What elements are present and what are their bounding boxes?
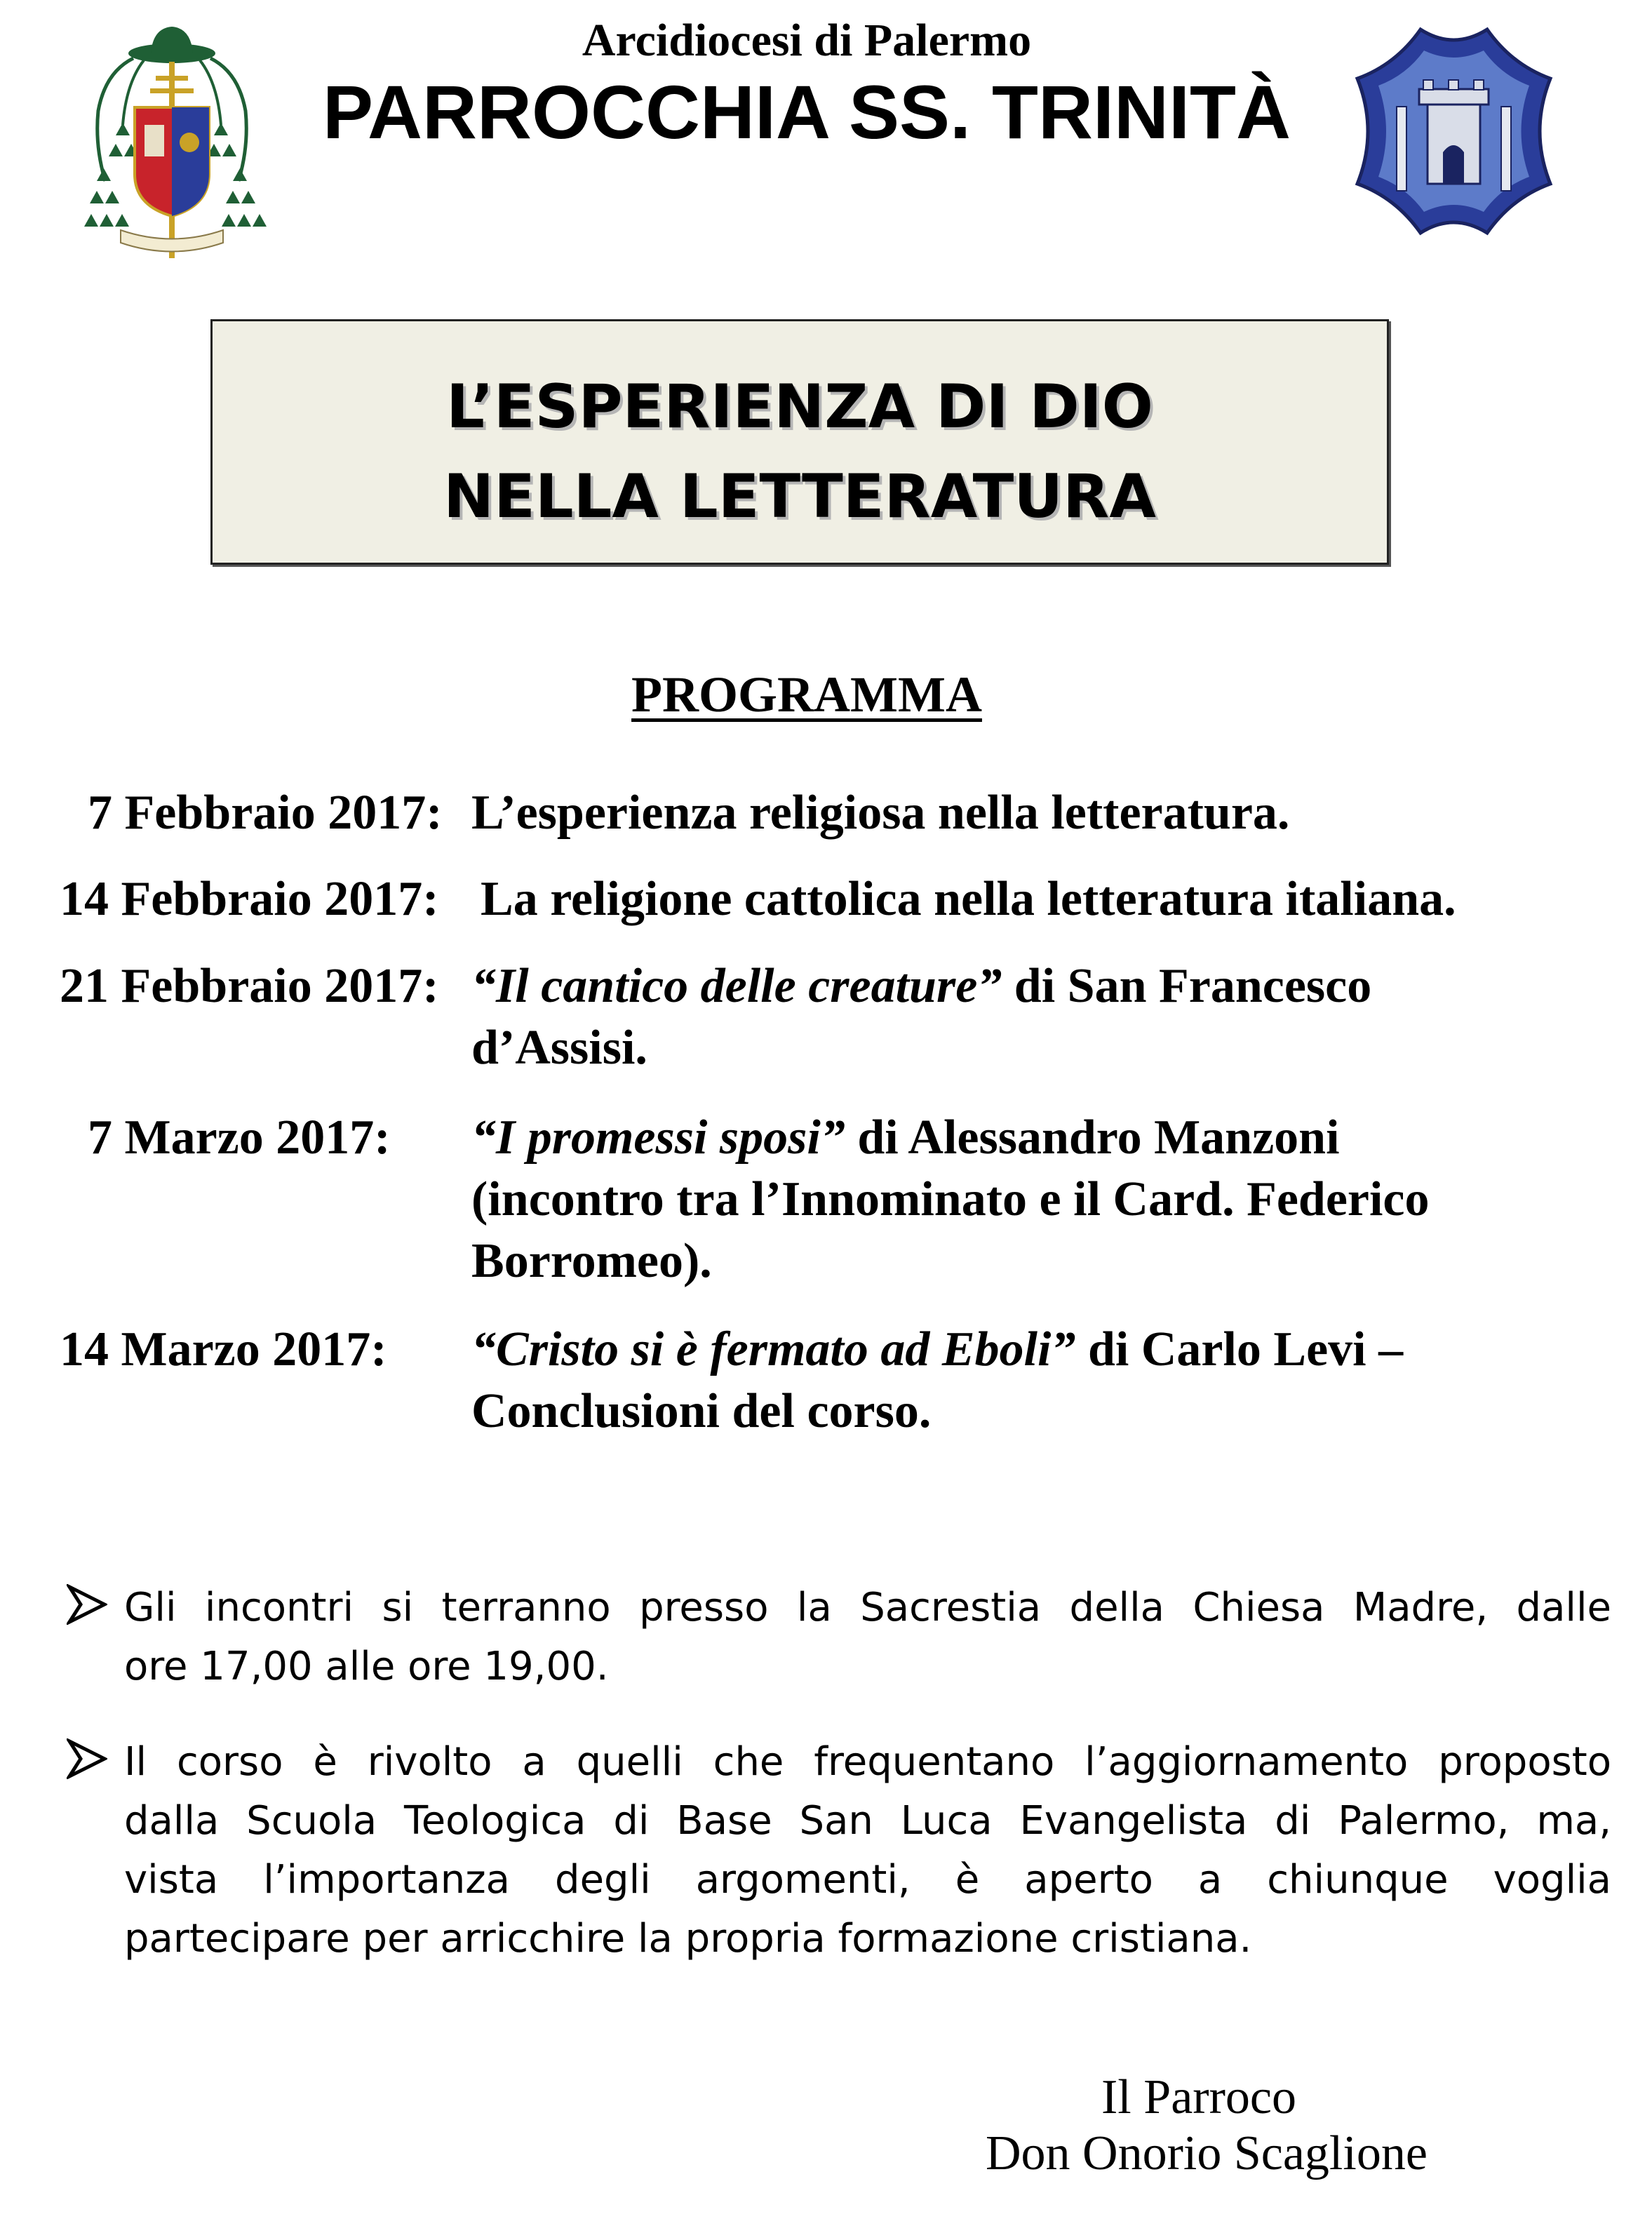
arrow-bullet-icon [67,1584,107,1625]
program-heading [0,663,1613,726]
title-line-1: L’ESPERIENZA DI DIO [446,372,1153,442]
program-date: 21 Febbraio 2017: [60,959,439,1013]
program-description: Borromeo). [471,1234,712,1288]
work-author: di Carlo Levi – [1075,1322,1404,1376]
program-description [471,1319,1403,1381]
note-text [124,1733,1611,1969]
program-description: L’esperienza religiosa nella letteratura. [471,786,1290,840]
note-line: partecipare per arricchire la propria formazione cristiana. [124,1916,1252,1962]
signature-role: Il Parroco [1101,2070,1296,2124]
work-author: di Alessandro Manzoni [845,1111,1340,1165]
program-description [471,1107,1340,1169]
note-text [124,1578,1611,1696]
parish-name: PARROCCHIA SS. TRINITÀ [322,69,1291,154]
note-line: ore 17,00 alle ore 19,00. [124,1644,609,1689]
work-title: “Cristo si è fermato ad Eboli” [471,1322,1076,1376]
note-line: dalla Scuola Teologica di Base San Luca Evangelista di Palermo, ma, [124,1798,1611,1844]
program-date: 7 Febbraio 2017: [88,786,443,840]
program-date: 7 Marzo 2017: [88,1111,391,1165]
program-description: (incontro tra l’Innominato e il Card. Federico [471,1172,1430,1226]
program-date: 14 Febbraio 2017: [60,872,439,926]
program-description: Conclusioni del corso. [471,1384,932,1438]
program-heading-text: PROGRAMMA [631,666,982,723]
note-line: Gli incontri si terranno presso la Sacrestia della Chiesa Madre, dalle [124,1585,1611,1630]
work-title: “I promessi sposi” [471,1111,845,1165]
diocese-name: Arcidiocesi di Palermo [582,15,1032,66]
program-description [471,956,1371,1017]
title-box [210,319,1389,565]
work-title: “Il cantico delle creature” [471,959,1002,1013]
program-description: La religione cattolica nella letteratura italiana. [481,872,1456,926]
note-line: vista l’importanza degli argomenti, è aperto a chiunque voglia [124,1857,1611,1903]
signature-name: Don Onorio Scaglione [986,2126,1428,2180]
program-date: 14 Marzo 2017: [60,1322,387,1376]
arrow-bullet-icon [67,1738,107,1779]
note-line: Il corso è rivolto a quelli che frequentano l’aggiornamento proposto [124,1739,1611,1785]
program-description: d’Assisi. [471,1021,647,1075]
work-author: di San Francesco [1002,959,1372,1013]
title-line-2: NELLA LETTERATURA [443,462,1156,532]
